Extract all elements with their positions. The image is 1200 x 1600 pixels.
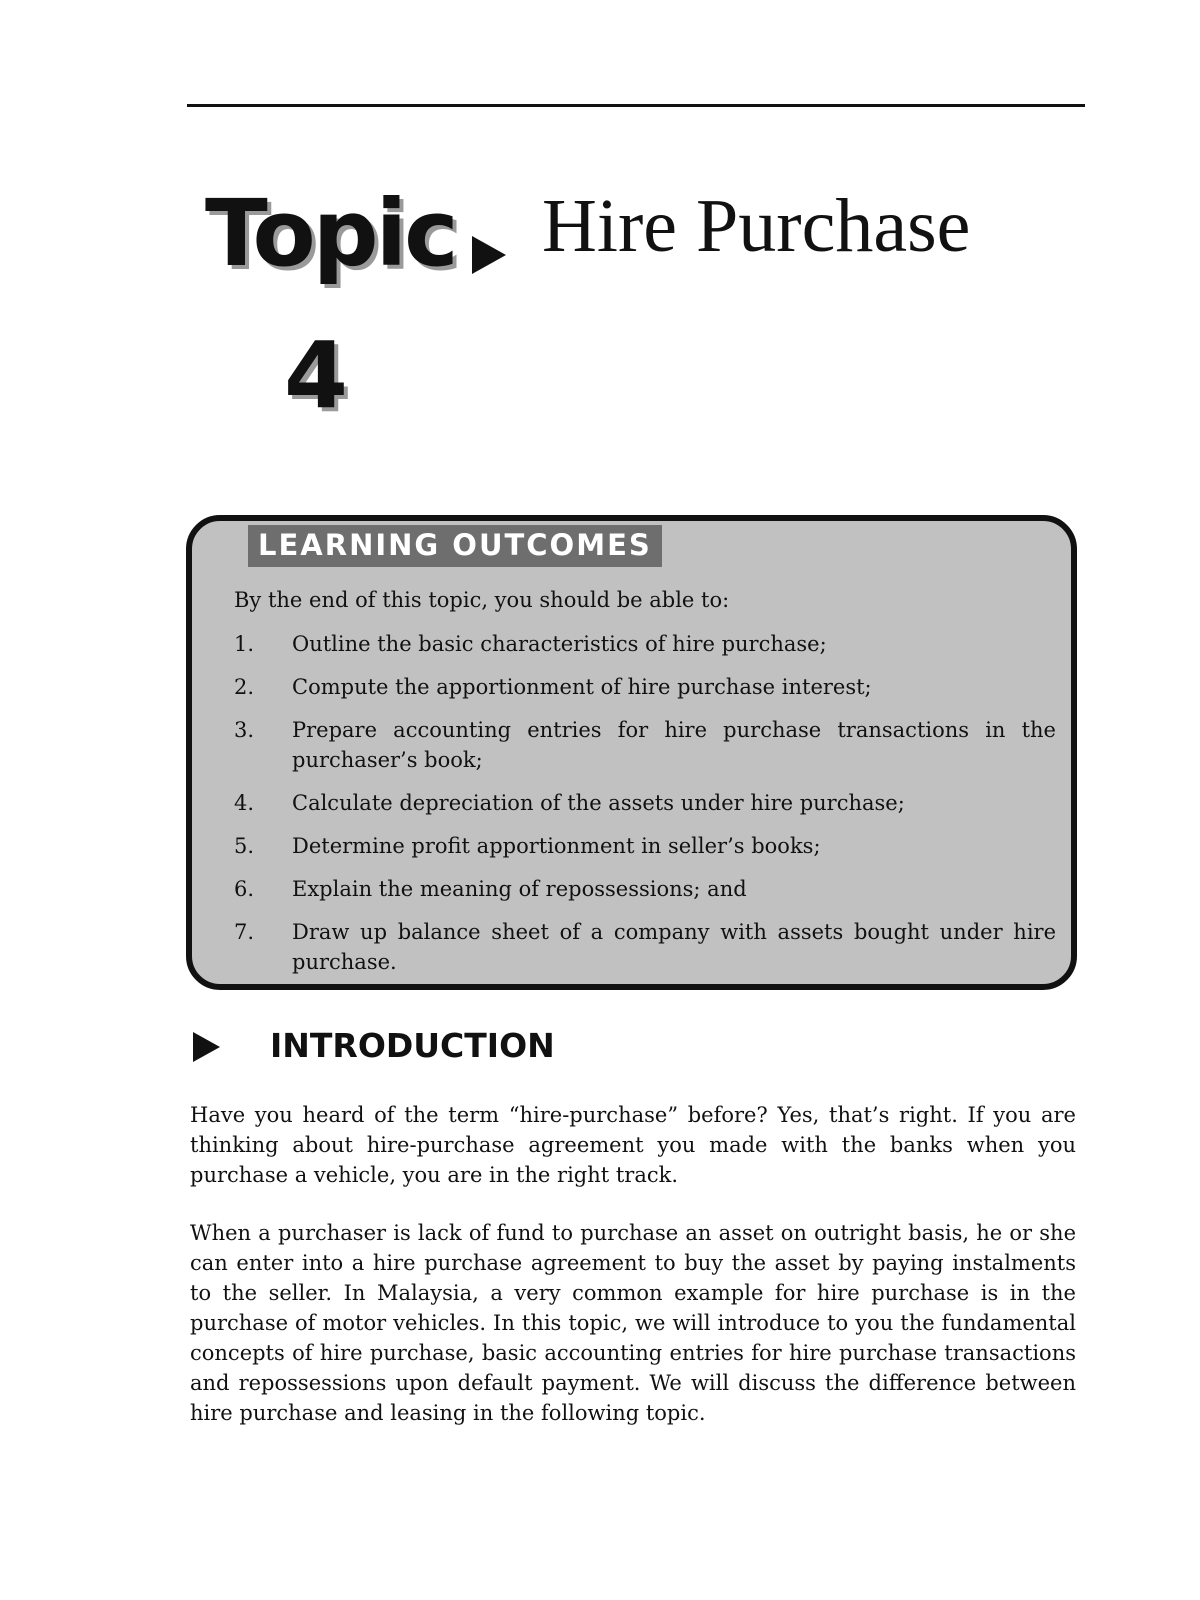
- body-paragraph: Have you heard of the term “hire-purchase” before? Yes, that’s right. If you are thinking about hire-purchase agreement you made with the banks when you purchase a vehicle, you are in the right track.: [190, 1103, 1076, 1187]
- list-item: [234, 715, 1056, 775]
- list-item: [234, 629, 1056, 659]
- list-item-number: 5.: [234, 834, 255, 858]
- list-item-text: Draw up balance sheet of a company with assets bought under hire purchase.: [292, 920, 1056, 974]
- list-item: [234, 788, 1056, 818]
- section-arrow-icon: [193, 1032, 220, 1062]
- list-item-number: 6.: [234, 877, 255, 901]
- list-item-text: Prepare accounting entries for hire purchase transactions in the purchaser’s book;: [292, 718, 1056, 772]
- list-item: [234, 874, 1056, 904]
- topic-number: 4: [284, 322, 349, 429]
- list-item-number: 4.: [234, 791, 255, 815]
- learning-outcomes-heading: LEARNING OUTCOMES: [248, 525, 662, 567]
- section-heading: INTRODUCTION: [270, 1026, 555, 1065]
- body-paragraph: When a purchaser is lack of fund to purchase an asset on outright basis, he or she can enter into a hire purchase agreement to buy the asset by paying instalments to the seller. In Malaysia, a very common example for hire purchase is in the purchase of motor vehicles. In this topic, we will introduce to you the fundamental concepts of hire purchase, basic accounting entries for hire purchase transactions and repossessions upon default payment. We will discuss the difference between hire purchase and leasing in the following topic.: [190, 1221, 1076, 1425]
- learning-outcomes-list: [234, 629, 1056, 990]
- top-rule: [187, 104, 1085, 107]
- topic-label: Topic: [205, 180, 456, 287]
- learning-outcomes-intro: By the end of this topic, you should be able to:: [234, 588, 730, 612]
- page-title: Hire Purchase: [542, 184, 971, 268]
- list-item-number: 7.: [234, 920, 255, 944]
- list-item-text: Outline the basic characteristics of hire purchase;: [292, 632, 827, 656]
- list-item-number: 1.: [234, 632, 255, 656]
- list-item-text: Explain the meaning of repossessions; and: [292, 877, 747, 901]
- list-item-number: 3.: [234, 718, 255, 742]
- learning-outcomes-box: [186, 515, 1077, 990]
- list-item: [234, 672, 1056, 702]
- title-arrow-icon: [472, 236, 506, 274]
- list-item: [234, 917, 1056, 977]
- list-item-number: 2.: [234, 675, 255, 699]
- list-item: [234, 831, 1056, 861]
- list-item-text: Calculate depreciation of the assets under hire purchase;: [292, 791, 905, 815]
- list-item-text: Compute the apportionment of hire purchase interest;: [292, 675, 872, 699]
- list-item-text: Determine profit apportionment in seller’s books;: [292, 834, 821, 858]
